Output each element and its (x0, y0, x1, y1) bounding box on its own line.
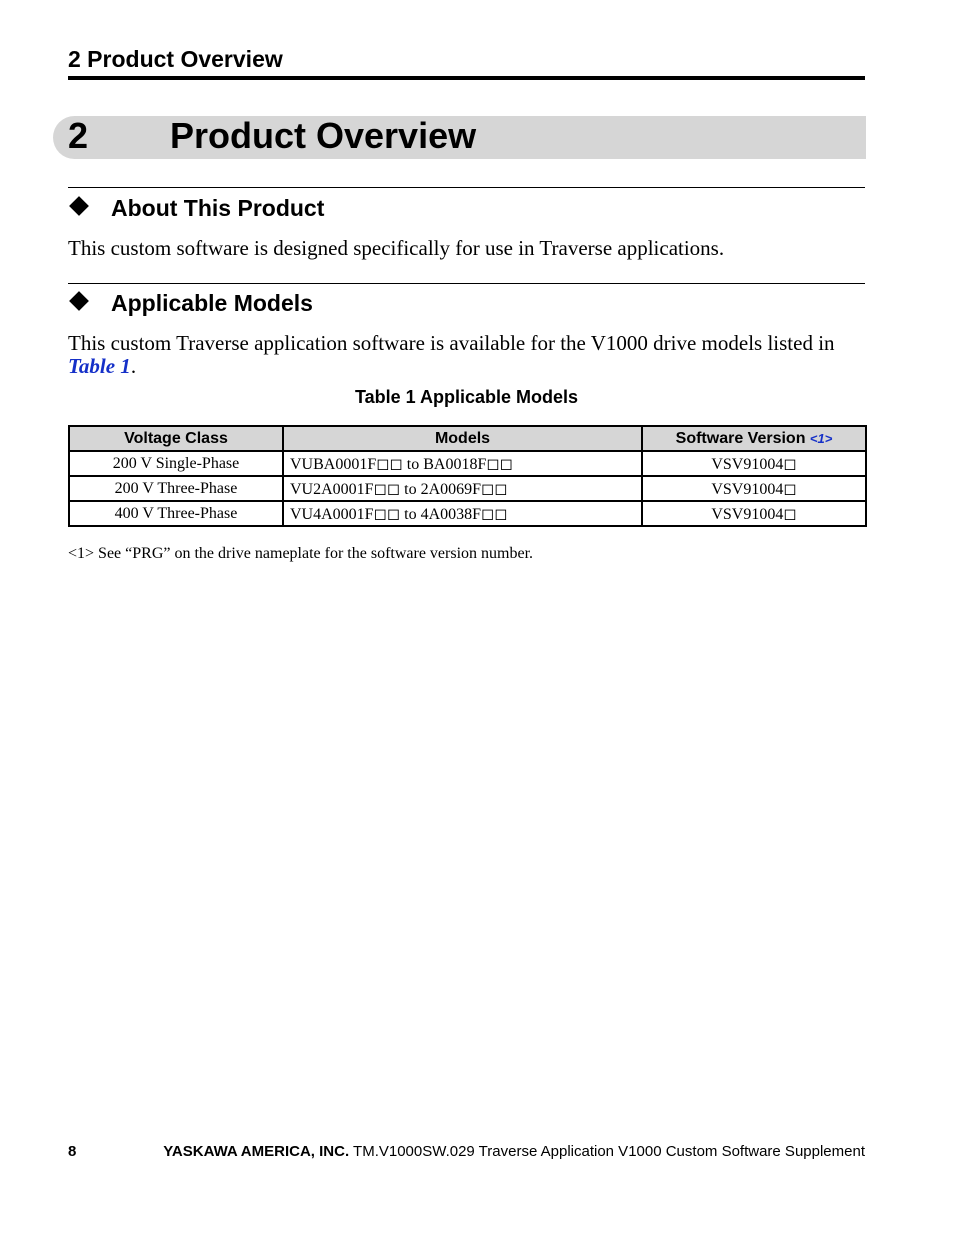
voltage-class-cell: 200 V Single-Phase (69, 451, 283, 476)
footer-document-info (163, 1142, 865, 1162)
header-rule (68, 76, 865, 80)
footnote-ref-link[interactable]: <1> (809, 430, 833, 446)
diamond-bullet-icon (69, 291, 89, 311)
software-version-cell: VSV91004◻ (642, 501, 866, 526)
chapter-title: Product Overview (170, 115, 477, 156)
models-cell: VU2A0001F◻◻ to 2A0069F◻◻ (283, 476, 642, 501)
footer-company: YASKAWA AMERICA, INC. (163, 1143, 350, 1160)
header-software-version (642, 426, 866, 451)
models-body-period: . (130, 354, 137, 378)
about-body-text: This custom software is designed specifically for use in Traverse applications. (68, 236, 725, 260)
applicable-models-table (68, 425, 867, 527)
voltage-class-cell: 400 V Three-Phase (69, 501, 283, 526)
header-voltage-class: Voltage Class (69, 426, 283, 451)
diamond-bullet-icon (69, 196, 89, 216)
footer-page-number: 8 (68, 1143, 77, 1160)
chapter-number: 2 (68, 115, 89, 156)
table-row (69, 501, 866, 526)
section-heading-models: Applicable Models (111, 290, 313, 316)
footer-document-title: TM.V1000SW.029 Traverse Application V1000 Custom Software Supplement (353, 1143, 865, 1160)
section-heading-about: About This Product (111, 195, 325, 221)
section-rule (68, 187, 865, 188)
table-header-row (69, 426, 866, 451)
voltage-class-cell: 200 V Three-Phase (69, 476, 283, 501)
table-row (69, 476, 866, 501)
running-header: 2 Product Overview (68, 46, 283, 72)
header-software-version-label: Software Version (675, 429, 806, 447)
table-caption: Table 1 Applicable Models (354, 387, 579, 407)
models-body-text (68, 332, 865, 378)
table-footnote: <1> See “PRG” on the drive nameplate for the software version number. (68, 545, 534, 562)
models-body-line: This custom Traverse application software is available for the V1000 drive models listed in (68, 331, 835, 355)
table-row (69, 451, 866, 476)
software-version-cell: VSV91004◻ (642, 476, 866, 501)
models-cell: VU4A0001F◻◻ to 4A0038F◻◻ (283, 501, 642, 526)
software-version-cell: VSV91004◻ (642, 451, 866, 476)
header-models: Models (283, 426, 642, 451)
table-1-link[interactable]: Table 1 (68, 354, 131, 378)
models-cell: VUBA0001F◻◻ to BA0018F◻◻ (283, 451, 642, 476)
section-rule (68, 283, 865, 284)
